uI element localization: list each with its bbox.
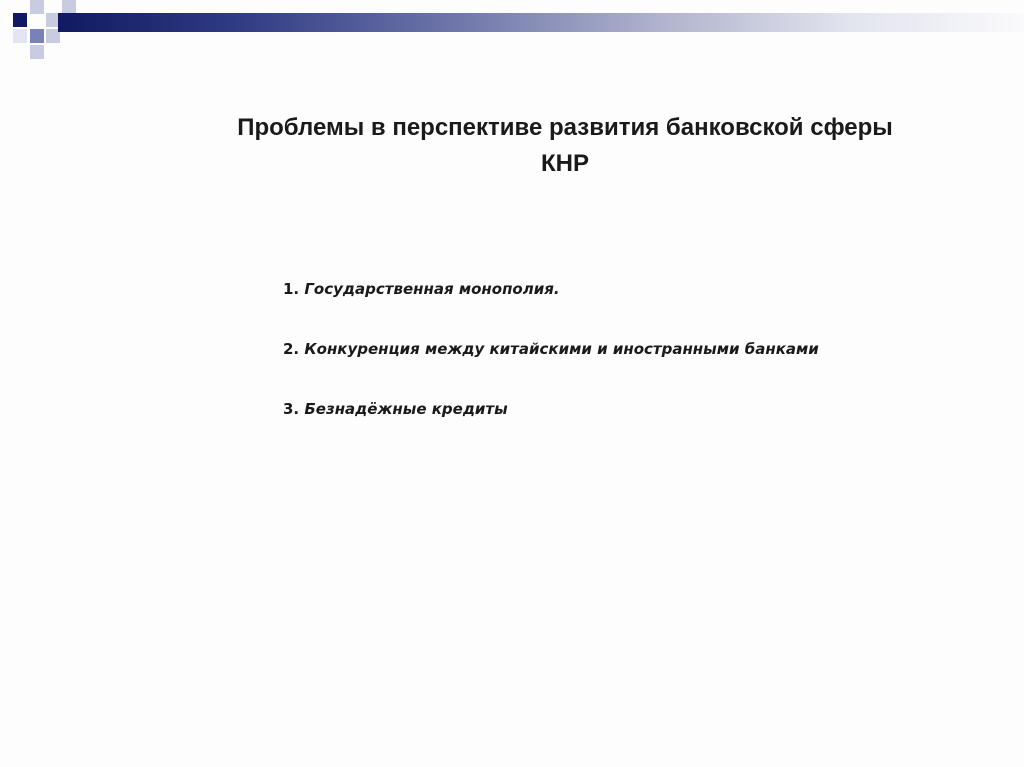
list-item [283,338,983,398]
decor-square [30,0,44,14]
problems-list [283,278,983,458]
header-gradient-bar [58,13,1024,32]
item-number: 2. [283,340,300,358]
item-text: Государственная монополия. [304,280,560,298]
decorative-squares [0,0,110,70]
decor-square [30,29,44,43]
list-item [283,278,983,338]
item-number: 1. [283,280,300,298]
slide-title [150,110,980,182]
decor-square [13,29,27,43]
decor-square [30,45,44,59]
title-line-1: Проблемы в перспективе развития банковской сферы [237,114,893,141]
title-line-2: КНР [541,150,589,177]
list-item [283,398,983,458]
decor-square [13,13,27,27]
item-text: Конкуренция между китайскими и иностранными банками [304,340,819,358]
decor-square [62,0,76,14]
item-number: 3. [283,400,300,418]
item-text: Безнадёжные кредиты [304,400,508,418]
